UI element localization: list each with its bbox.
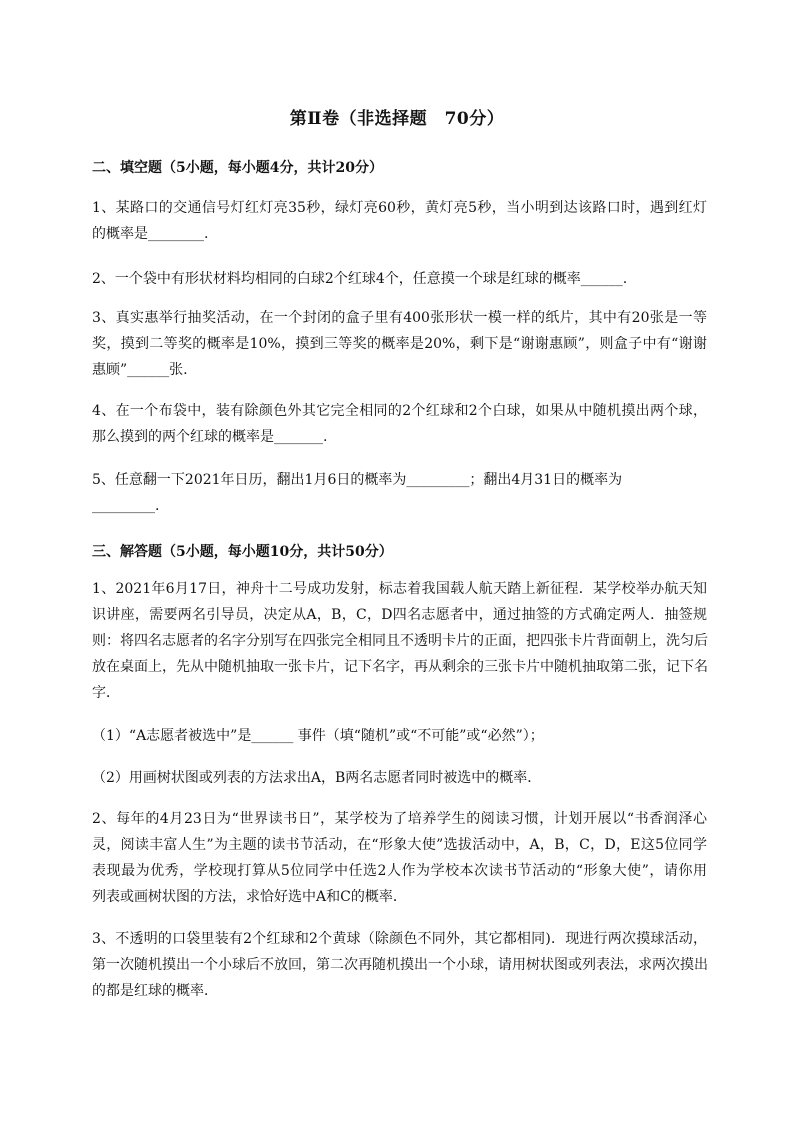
- question-line: 字．: [92, 685, 120, 701]
- question-line: 放在桌面上，先从中随机抽取一张卡片，记下名字，再从剩余的三张卡片中随机抽取第二张，记下名: [92, 659, 708, 675]
- question-line: 灵，阅读丰富人生”为主题的读书节活动，在“形象大使”选拔活动中，A，B，C，D，E这5位同学: [92, 837, 707, 853]
- answer-question-1: [92, 576, 707, 706]
- answer-question-3: [92, 926, 707, 1004]
- fill-question-1: [92, 195, 707, 247]
- answer-question-2: [92, 806, 707, 910]
- question-line: 那么摸到的两个红球的概率是_______.: [92, 429, 328, 445]
- question-line: 4、在一个布袋中，装有除颜色外其它完全相同的2个红球和2个白球，如果从中随机摸出两个球，: [92, 403, 707, 419]
- question-line: 3、真实惠举行抽奖活动，在一个封闭的盒子里有400张形状一模一样的纸片，其中有20张是一等: [92, 310, 707, 326]
- question-line: （2）用画树状图或列表的方法求出A，B两名志愿者同时被选中的概率．: [92, 770, 542, 786]
- question-line: 3、不透明的口袋里装有2个红球和2个黄球（除颜色不同外，其它都相同)．现进行两次摸球活动，: [92, 931, 707, 947]
- question-line: 2、每年的4月23日为“世界读书日”，某学校为了培养学生的阅读习惯，计划开展以“书香润泽心: [92, 811, 707, 827]
- question-line: 则：将四名志愿者的名字分别写在四张完全相同且不透明卡片的正面，把四张卡片背面朝上，洗匀后: [92, 633, 708, 649]
- question-line: 的概率是________.: [92, 226, 209, 242]
- question-line: 表现最为优秀，学校现打算从5位同学中任选2人作为学校本次读书节活动的“形象大使”，请你用: [92, 863, 707, 879]
- question-line: 的都是红球的概率．: [92, 983, 218, 999]
- question-line: 列表或画树状图的方法，求恰好选中A和C的概率．: [92, 889, 407, 905]
- answer-question-1-part-2: [92, 765, 707, 791]
- page-title: 第Ⅱ卷（非选择题 70分）: [289, 109, 505, 129]
- question-line: 惠顾”______张.: [92, 362, 188, 378]
- fill-question-4: [92, 398, 707, 450]
- answer-question-1-part-1: [92, 723, 707, 749]
- question-line: 2、一个袋中有形状材料均相同的白球2个红球4个，任意摸一个球是红球的概率______.: [92, 271, 628, 287]
- question-line: 识讲座，需要两名引导员，决定从A，B，C，D四名志愿者中，通过抽签的方式确定两人．抽签规: [92, 607, 707, 623]
- question-line: 1、2021年6月17日，神舟十二号成功发射，标志着我国载人航天踏上新征程．某学校举办航天知: [92, 581, 707, 597]
- question-line: 5、任意翻一下2021年日历，翻出1月6日的概率为_________；翻出4月31日的概率为: [92, 472, 623, 488]
- question-line: （1）“A志愿者被选中”是______ 事件（填“随机”或“不可能”或“必然”）；: [92, 728, 544, 744]
- question-line: 奖，摸到二等奖的概率是10%，摸到三等奖的概率是20%，剩下是“谢谢惠顾”，则盒子中有“谢谢: [92, 336, 707, 352]
- fill-question-3: [92, 305, 707, 383]
- question-line: 1、某路口的交通信号灯红灯亮35秒，绿灯亮60秒，黄灯亮5秒，当小明到达该路口时，遇到红灯: [92, 200, 707, 216]
- question-line: 第一次随机摸出一个小球后不放回，第二次再随机摸出一个小球，请用树状图或列表法，求两次摸出: [92, 957, 708, 973]
- question-line: _________.: [92, 498, 160, 514]
- section-heading-fill: 二、填空题（5小题，每小题4分，共计20分）: [92, 160, 383, 176]
- fill-question-5: [92, 467, 707, 519]
- fill-question-2: [92, 266, 707, 292]
- section-heading-answer: 三、解答题（5小题，每小题10分，共计50分）: [92, 544, 393, 560]
